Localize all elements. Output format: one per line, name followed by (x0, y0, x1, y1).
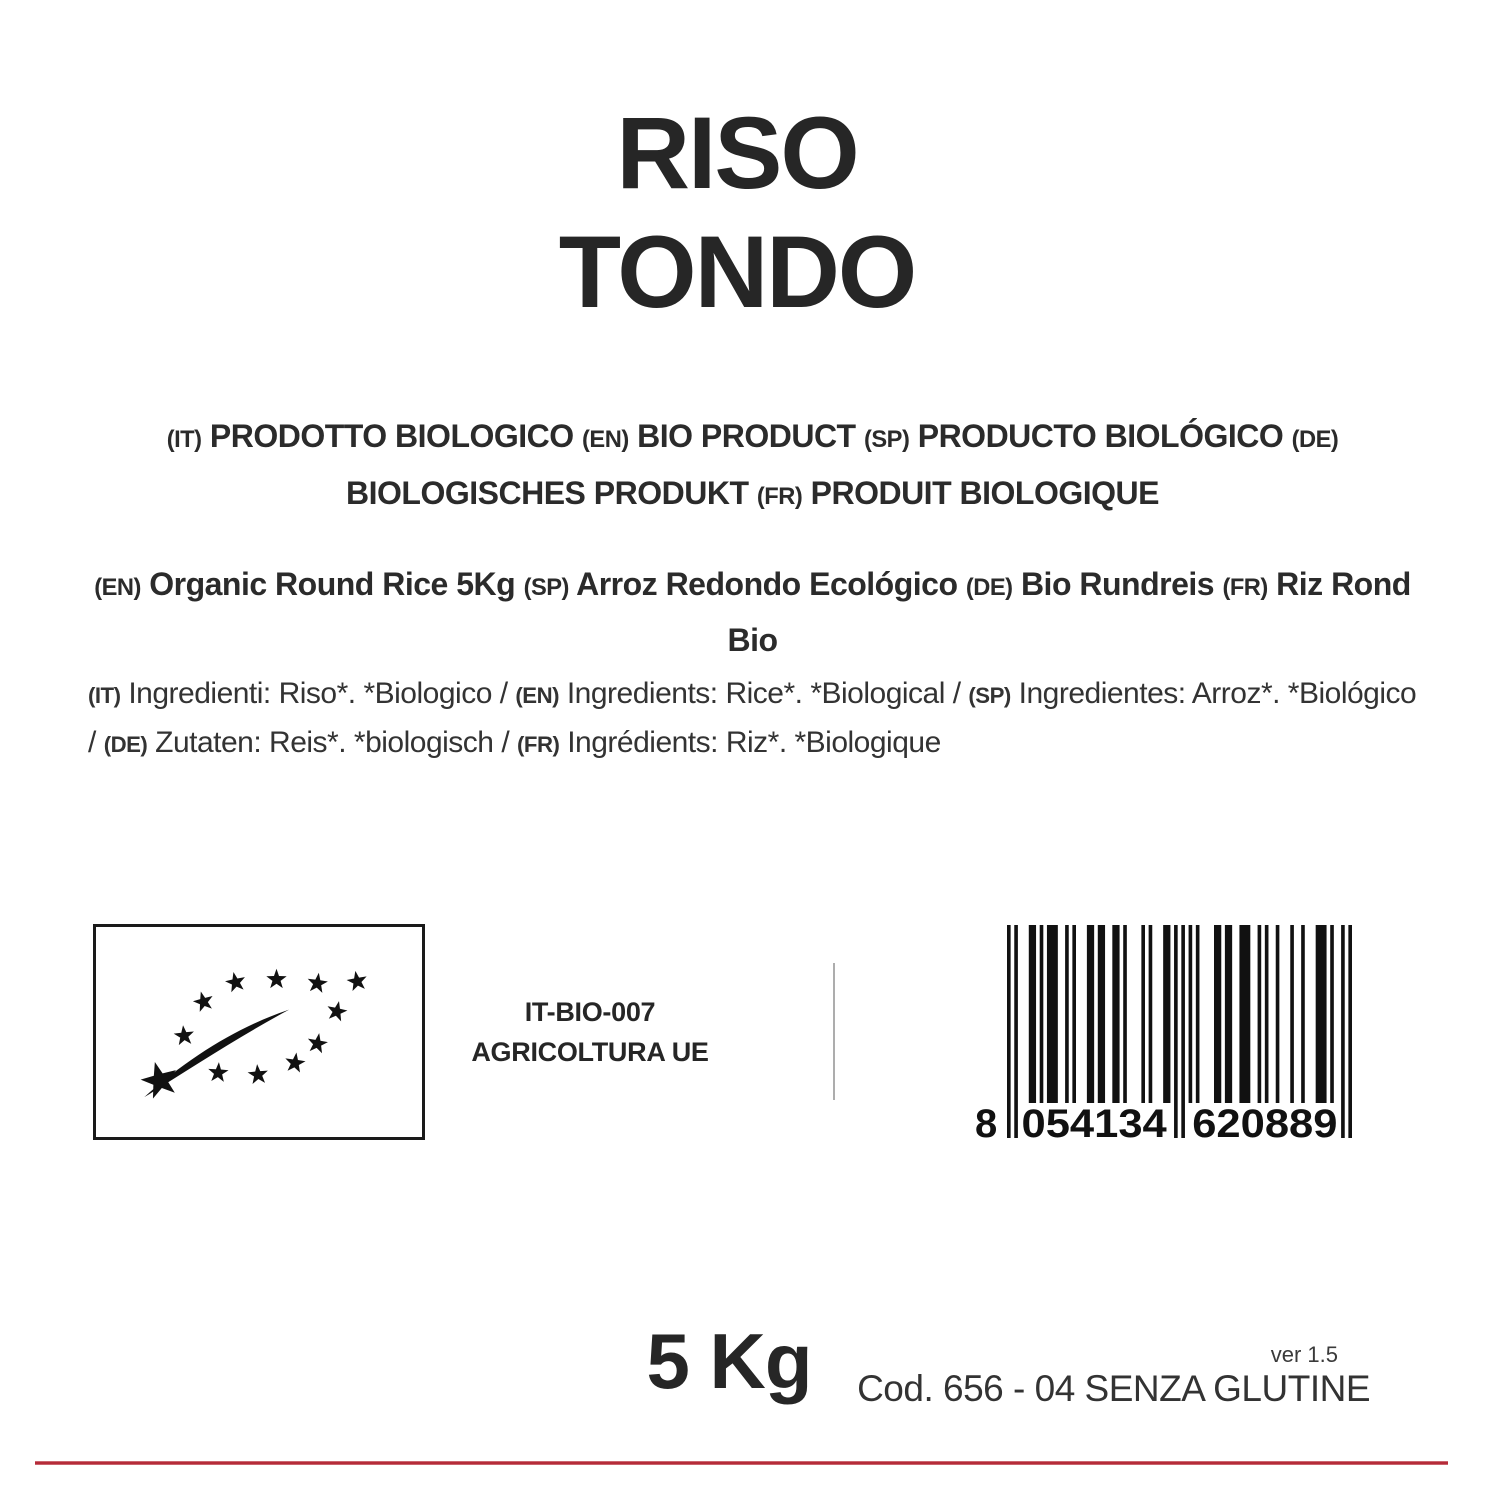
certification-authority-code: IT-BIO-007 (524, 997, 656, 1027)
lang-code: (DE) (1291, 427, 1339, 453)
segment-text: Organic Round Rice 5Kg (140, 566, 516, 602)
eu-organic-leaf-icon (96, 927, 422, 1137)
version-label: ver 1.5 (1270, 1342, 1338, 1367)
segment-text: BIOLOGISCHES PRODUKT (346, 475, 749, 511)
svg-text:620889: 620889 (1192, 1102, 1338, 1146)
lang-code: (SP) (523, 575, 569, 601)
lang-code: (EN) (582, 427, 629, 453)
segment-text: BIO PRODUCT (628, 418, 856, 454)
net-weight: 5 Kg (646, 1317, 812, 1405)
lang-code: (FR) (756, 484, 803, 510)
svg-text:8: 8 (975, 1102, 998, 1146)
segment-text: Arroz Redondo Ecológico (568, 566, 958, 602)
lang-code: (EN) (94, 575, 141, 601)
lang-code: (IT) (88, 683, 121, 708)
lang-code: (IT) (166, 427, 202, 453)
lang-code: (SP) (863, 427, 910, 453)
segment-text: Ingrédients: Riz*. *Biologique (559, 726, 941, 759)
product-title-line1: RISO (616, 96, 858, 211)
segment-text: Riz Rond Bio (727, 566, 1411, 658)
certification-origin: AGRICOLTURA UE (471, 1037, 709, 1067)
product-code-label: Cod. 656 - 04 SENZA GLUTINE (857, 1368, 1370, 1409)
svg-text:054134: 054134 (1021, 1102, 1168, 1146)
product-title-line2: TONDO (558, 215, 916, 330)
lang-code: (FR) (1222, 575, 1268, 601)
product-name-statement (85, 558, 1420, 666)
product-title (0, 94, 1474, 332)
organic-product-statement (85, 410, 1420, 524)
segment-text: Ingredienti: Riso*. *Biologico / (120, 677, 508, 710)
lang-code: (DE) (103, 732, 148, 757)
segment-text: Ingredientes: Arroz*. *Biológico / (88, 677, 1417, 759)
ingredients-statement (88, 670, 1430, 768)
section-divider (833, 963, 835, 1100)
lang-code: (EN) (515, 683, 560, 708)
eu-organic-logo-box (93, 924, 425, 1140)
segment-text: Bio Rundreis (1012, 566, 1215, 602)
bottom-red-rule (35, 1461, 1448, 1465)
segment-text: Zutaten: Reis*. *biologisch / (147, 726, 510, 759)
ean13-barcode (975, 925, 1352, 1146)
segment-text: Ingredients: Rice*. *Biological / (559, 677, 961, 710)
lang-code: (DE) (965, 575, 1013, 601)
segment-text: PRODUCTO BIOLÓGICO (909, 418, 1284, 454)
barcode-digits (975, 1102, 1337, 1146)
segment-text: PRODOTTO BIOLOGICO (201, 418, 574, 454)
ean13-barcode-svg (975, 925, 1352, 1146)
segment-text: PRODUIT BIOLOGIQUE (802, 475, 1159, 511)
lang-code: (SP) (968, 683, 1011, 708)
lang-code: (FR) (517, 732, 560, 757)
certification-text (440, 992, 740, 1072)
